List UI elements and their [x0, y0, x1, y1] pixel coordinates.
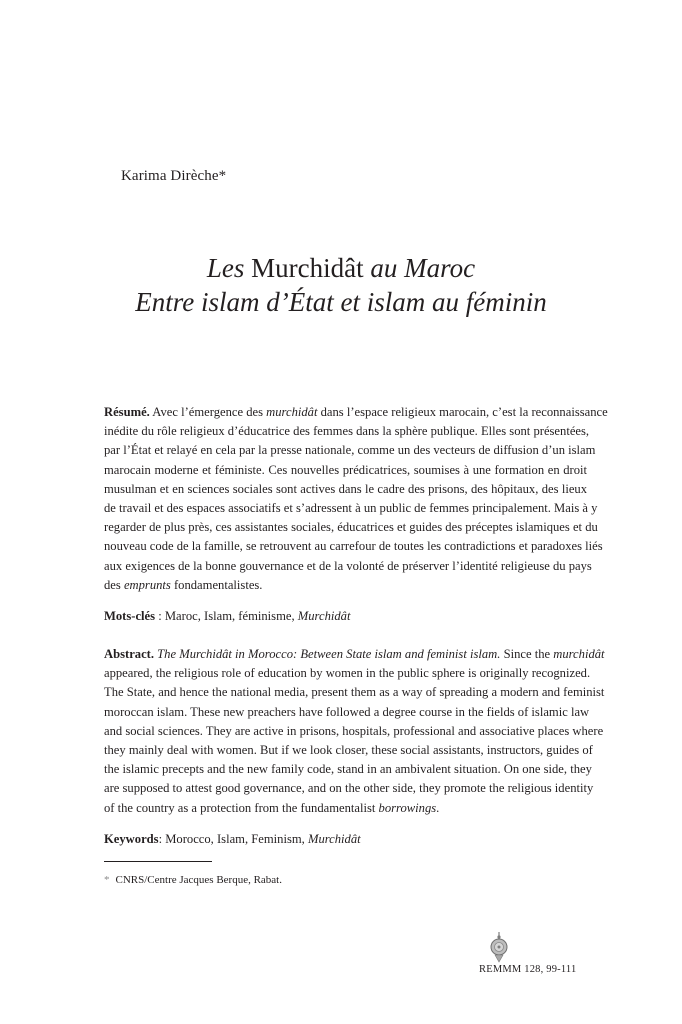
resume-text-segment: des	[104, 577, 124, 592]
abstract-line	[104, 645, 605, 664]
title-line-1-part-1: Les	[206, 253, 245, 283]
abstract-line	[104, 779, 594, 798]
resume-text-segment: de travail et des espaces associatifs et s’adressent à un public de femmes principalement. Mais à y	[104, 501, 598, 516]
abstract-line	[104, 703, 590, 722]
abstract-line	[104, 741, 593, 760]
abstract-text-segment: The State, and hence the national media, present them as a way of spreading a modern and feminist	[104, 685, 605, 700]
abstract-line	[104, 799, 587, 818]
resume-text-segment: musulman et en sciences sociales sont actives dans le cadre des prisons, des hôpitaux, des lieux	[104, 481, 587, 496]
abstract-label: Abstract.	[104, 647, 155, 661]
keywords-italic: Murchidât	[307, 832, 361, 846]
footnote-marker: *	[104, 874, 110, 886]
abstract-text-segment: moroccan islam. These new preachers have followed a degree course in the fields of islamic law	[104, 704, 590, 719]
resume-text-segment: aux exigences de la bonne gouvernance et de la volonté de préserver l’identité religieuse du pays	[104, 558, 592, 573]
title-line-1-part-2: Murchidât	[244, 253, 371, 283]
abstract-line	[104, 722, 604, 741]
abstract-line	[104, 760, 592, 779]
abstract-text-segment: appeared, the religious role of education by women in the public sphere is originally recognized.	[104, 666, 591, 681]
article-title	[0, 251, 682, 319]
resume-text-segment: Avec l’émergence des	[149, 405, 267, 419]
abstract-text-segment: the islamic precepts and the new family code, stand in an ambivalent situation. On one side, they	[104, 762, 592, 777]
keywords-text: : Morocco, Islam, Feminism,	[158, 832, 308, 846]
abstract-text-segment: .	[436, 800, 440, 815]
resume-text-segment: nouveau code de la famille, se retrouvent au carrefour de toutes les contradictions et paradoxes liés	[104, 539, 603, 554]
ornament-icon	[488, 931, 510, 965]
abstract-text-segment: of the country as a protection from the fundamentalist	[104, 800, 379, 815]
resume-text-segment: marocain moderne et féministe. Ces nouvelles prédicatrices, soumises à une formation en droit	[104, 462, 587, 477]
abstract-text-segment: borrowings	[378, 800, 437, 815]
mots-cles-text: : Maroc, Islam, féminisme,	[155, 609, 298, 623]
mots-cles-line	[104, 607, 587, 626]
abstract-line	[104, 683, 605, 702]
resume-text-segment: inédite du rôle religieux d’éducatrice des femmes dans la sphère publique. Elles sont présentées,	[104, 424, 590, 439]
abstract-line	[104, 664, 591, 683]
title-line-1-part-3: au Maroc	[370, 253, 476, 283]
resume-text-segment: dans l’espace religieux marocain, c’est la reconnaissance	[317, 405, 608, 419]
resume-line	[104, 441, 596, 460]
resume-line	[104, 422, 590, 441]
resume-label: Résumé.	[104, 405, 150, 419]
footnote-rule	[104, 861, 212, 862]
abstract-paragraph	[104, 645, 605, 818]
author-name: Karima Dirèche*	[121, 168, 227, 184]
mots-cles-italic: Murchidât	[297, 609, 351, 623]
resume-line	[104, 499, 598, 518]
footnote	[104, 873, 282, 887]
abstract-text-segment: are supposed to attest good governance, and on the other side, they promote the religious identity	[104, 781, 594, 796]
title-line-1	[0, 251, 682, 285]
resume-text-segment: par l’État et relayé en cela par la presse nationale, comme un des vecteurs de diffusion d’un islam	[104, 443, 596, 458]
keywords-label: Keywords	[104, 832, 159, 846]
mots-cles-label: Mots-clés	[104, 609, 156, 623]
title-line-2: Entre islam d’État et islam au féminin	[135, 287, 547, 317]
resume-text-segment: emprunts	[123, 577, 171, 592]
abstract-text-segment: murchidât	[553, 647, 605, 661]
journal-reference: REMMM 128, 99-111	[479, 964, 577, 975]
keywords-line	[104, 830, 587, 849]
resume-line	[104, 557, 592, 576]
resume-line	[104, 576, 587, 595]
resume-text-segment: fondamentalistes.	[170, 577, 263, 592]
resume-line	[104, 403, 608, 422]
abstract-text-segment: The Murchidât in Morocco: Between State islam and feminist islam.	[157, 647, 501, 661]
resume-paragraph	[104, 403, 608, 595]
abstract-text-segment: they mainly deal with women. But if we look closer, these social assistants, instructors, guides of	[104, 743, 593, 758]
resume-line	[104, 461, 587, 480]
footnote-text: CNRS/Centre Jacques Berque, Rabat.	[115, 874, 282, 886]
abstract-text-segment: and social sciences. They are active in prisons, hospitals, professional and associative places where	[104, 723, 604, 738]
resume-text-segment: murchidât	[266, 405, 318, 419]
resume-text-segment: regarder de plus près, ces assistantes sociales, éducatrices et guides des préceptes islamiques et du	[104, 520, 598, 535]
resume-line	[104, 480, 587, 499]
resume-line	[104, 518, 598, 537]
resume-line	[104, 537, 603, 556]
abstract-text-segment: Since the	[500, 647, 554, 661]
